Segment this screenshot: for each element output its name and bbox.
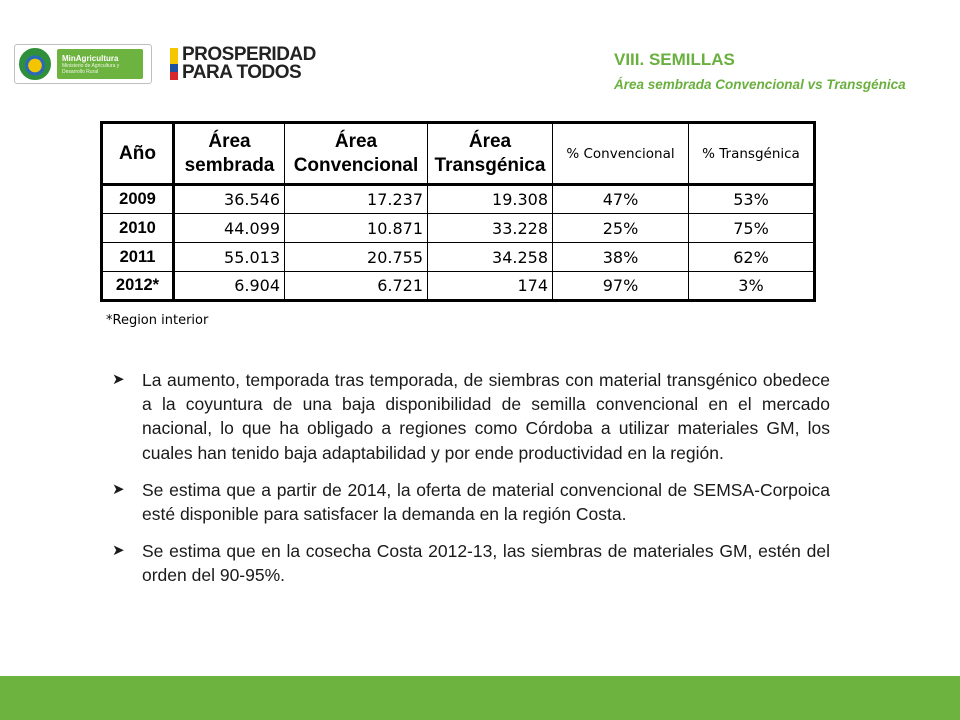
table-row — [102, 214, 815, 243]
cell-year: 2011 — [102, 243, 174, 272]
prosperidad-logo — [170, 44, 316, 84]
colombia-flag-icon — [170, 48, 178, 80]
table-row — [102, 243, 815, 272]
cell-area-transgenica: 34.258 — [428, 243, 553, 272]
slide-subtitle: Área sembrada Convencional vs Transgénica — [614, 77, 906, 92]
cell-area-convencional: 17.237 — [285, 185, 428, 214]
header-area-sembrada: Área sembrada — [174, 123, 285, 185]
table-header-row — [102, 123, 815, 185]
cell-pct-convencional: 25% — [553, 214, 689, 243]
header-pct-convencional: % Convencional — [553, 123, 689, 185]
minagricultura-logo-plate — [57, 49, 143, 79]
minagricultura-logo-sub: Ministerio de Agricultura y Desarrollo Rural — [62, 62, 120, 75]
cell-year: 2010 — [102, 214, 174, 243]
cell-pct-transgenica: 75% — [689, 214, 815, 243]
header-area-convencional: Área Convencional — [285, 123, 428, 185]
cell-pct-transgenica: 3% — [689, 272, 815, 301]
cell-area-convencional: 6.721 — [285, 272, 428, 301]
slide-title: VIII. SEMILLAS — [614, 50, 735, 69]
cell-year: 2009 — [102, 185, 174, 214]
coat-of-arms-icon — [19, 48, 51, 80]
prosperidad-logo-line1: PROSPERIDAD — [182, 44, 316, 65]
bullet-text: Se estima que a partir de 2014, la oferta de material convencional de SEMSA-Corpoica esté disponible para satisfacer la demanda en la región Costa. — [142, 479, 830, 525]
footer-bar — [0, 676, 960, 720]
bullet-text: Se estima que en la cosecha Costa 2012-13, las siembras de materiales GM, estén del orden del 90-95%. — [142, 541, 830, 586]
cell-area-transgenica: 174 — [428, 272, 553, 301]
prosperidad-logo-line2: PARA TODOS — [182, 62, 302, 83]
cell-area-sembrada: 6.904 — [174, 272, 285, 301]
cell-area-convencional: 10.871 — [285, 214, 428, 243]
cell-area-sembrada: 36.546 — [174, 185, 285, 214]
cell-pct-convencional: 47% — [553, 185, 689, 214]
bullet-list — [112, 368, 830, 601]
cell-area-sembrada: 44.099 — [174, 214, 285, 243]
minagricultura-logo — [14, 44, 152, 84]
list-item — [112, 478, 830, 526]
area-table-container — [100, 121, 816, 302]
cell-year: 2012* — [102, 272, 174, 301]
cell-pct-convencional: 38% — [553, 243, 689, 272]
cell-pct-transgenica: 53% — [689, 185, 815, 214]
cell-pct-convencional: 97% — [553, 272, 689, 301]
header-pct-transgenica: % Transgénica — [689, 123, 815, 185]
list-item — [112, 539, 830, 587]
arrow-bullet-icon: ➤ — [112, 371, 125, 388]
list-item — [112, 368, 830, 465]
cell-area-sembrada: 55.013 — [174, 243, 285, 272]
cell-area-transgenica: 33.228 — [428, 214, 553, 243]
cell-area-transgenica: 19.308 — [428, 185, 553, 214]
table-footnote: *Region interior — [106, 313, 209, 328]
table-row — [102, 185, 815, 214]
table-row — [102, 272, 815, 301]
bullet-text: La aumento, temporada tras temporada, de siembras con material transgénico obedece a la coyuntura de una baja disponibilidad de semilla convencional en el mercado nacional, lo que ha obligado a regiones como Córdoba a utilizar materiales GM, los cuales han tenido baja adaptabilidad y por ende productividad en la región. — [142, 370, 830, 463]
cell-area-convencional: 20.755 — [285, 243, 428, 272]
minagricultura-logo-name: MinAgricultura — [62, 53, 119, 63]
cell-pct-transgenica: 62% — [689, 243, 815, 272]
arrow-bullet-icon: ➤ — [112, 480, 125, 498]
area-table — [100, 121, 816, 302]
header-year: Año — [102, 123, 174, 185]
header-area-transgenica: Área Transgénica — [428, 123, 553, 185]
arrow-bullet-icon: ➤ — [112, 542, 125, 560]
